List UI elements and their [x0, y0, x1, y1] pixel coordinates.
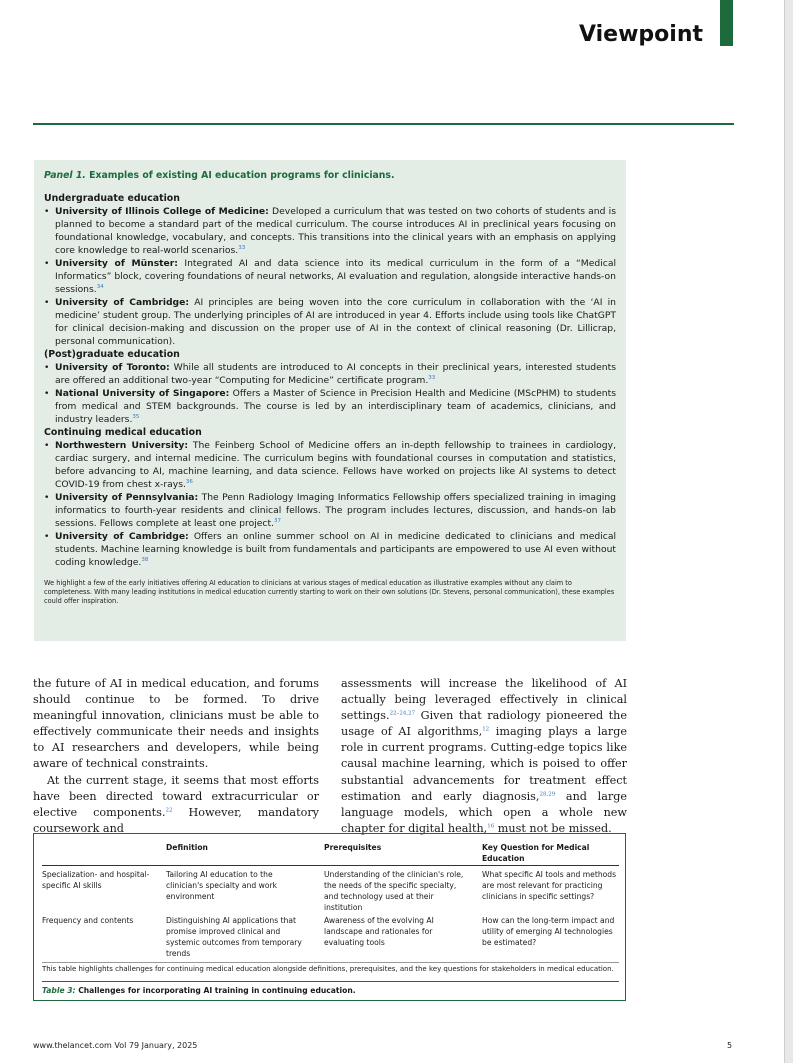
body-column-right — [341, 676, 627, 837]
institution-name: National University of Singapore: — [55, 388, 230, 399]
citation-ref: 33 — [238, 244, 246, 251]
panel-entry — [44, 296, 616, 348]
table-cell: Awareness of the evolving AI landscape and rationales for evaluating tools — [324, 916, 434, 947]
body-paragraph — [341, 676, 627, 837]
body-paragraph — [33, 773, 319, 837]
page-number: 5 — [727, 1041, 733, 1050]
citation-ref: 35 — [132, 413, 140, 420]
citation-ref: 22 — [165, 807, 173, 814]
citation-ref: 22–24,27 — [389, 710, 416, 717]
table-header-prerequisites: Prerequisites — [324, 843, 382, 852]
panel-groups — [44, 192, 616, 569]
panel-title-text: Examples of existing AI education programs for clinicians. — [89, 170, 395, 181]
entry-text: Developed a curriculum that was tested on two cohorts of students and is planned to become a standard part of the medical curriculum. The course introduces AI in preclinical years focusing on foundational knowledge, vocabulary, and concepts. This transitions into the clinical years with an emphasis on applying core knowledge to real-world scenarios. — [55, 206, 617, 256]
body-text: Given that radiology pioneered the usage of AI algorithms, — [341, 709, 627, 739]
body-paragraph: the future of AI in medical education, and forums should continue to be formed. To drive meaningful innovation, clinicians must be able to effectively communicate their needs and insights to AI researchers and developers, while being aware of technical constraints. — [33, 677, 319, 771]
institution-name: Northwestern University: — [55, 440, 189, 451]
table-row-label: Frequency and contents — [42, 916, 134, 925]
institution-name: University of Münster: — [55, 258, 178, 269]
table-cell: Distinguishing AI applications that promise improved clinical and systemic outcomes from temporary trends — [166, 916, 302, 958]
table-note-rule — [42, 962, 619, 963]
panel-group-heading: Undergraduate education — [44, 193, 180, 204]
panel-footnote: We highlight a few of the early initiatives offering AI education to clinicians at various stages of medical education as illustrative examples without any claim to completeness. With many leading institutions in medical education currently starting to work on their own solutions (Dr. Stevens, personal communication), these examples could offer inspiration. — [44, 579, 615, 605]
table-header-key-question: Key Question for Medical Education — [482, 843, 590, 863]
section-color-bar — [720, 0, 733, 46]
section-title: Viewpoint — [578, 22, 703, 47]
table-header-rule — [42, 865, 619, 866]
table-note: This table highlights challenges for continuing medical education alongside definitions, prerequisites, and the key questions for stakeholders in medical education. — [42, 965, 614, 973]
panel-entry — [44, 491, 616, 530]
header-rule — [33, 123, 734, 125]
panel-entry — [44, 387, 616, 426]
table-row-label: Specialization- and hospital- specific AI skills — [42, 870, 150, 890]
table-header-definition: Definition — [166, 843, 208, 852]
panel-entry — [44, 257, 616, 296]
panel-box — [34, 160, 626, 641]
panel-entry — [44, 361, 616, 387]
citation-ref: 38 — [141, 556, 149, 563]
citation-ref: 33 — [428, 374, 436, 381]
body-text: and large language models, which open a whole new chapter for digital health, — [341, 789, 627, 835]
body-text: However, mandatory coursework and — [33, 805, 319, 835]
entry-text: Integrated AI and data science into its medical curriculum in the form of a “Medical Informatics” block, covering foundations of neural networks, AI evaluation and regulation, alongside interactive hands-on sessions. — [55, 258, 617, 295]
citation-ref: 28,29 — [539, 790, 556, 797]
entry-text: The Feinberg School of Medicine offers an in-depth fellowship to trainees in cardiology, cardiac surgery, and internal medicine. The curriculum begins with foundational courses in computation and statistics, before advancing to AI, machine learning, and data science. Fellows have worked on projects like AI systems to detect COVID-19 from chest x-rays. — [55, 440, 616, 490]
table-caption-text: Challenges for incorporating AI training in continuing education. — [75, 986, 356, 995]
institution-name: University of Cambridge: — [55, 531, 189, 542]
institution-name: University of Illinois College of Medicine: — [55, 206, 269, 217]
entry-text: While all students are introduced to AI concepts in their preclinical years, interested students are offered an additional two-year “Computing for Medicine” certificate program. — [55, 362, 616, 386]
citation-ref: 16 — [487, 823, 495, 830]
page-edge — [784, 0, 793, 1063]
table-caption — [42, 986, 356, 995]
citation-ref: 36 — [185, 478, 193, 485]
panel-number: Panel 1. — [44, 170, 86, 181]
body-column-left — [33, 676, 319, 837]
body-text: must not be missed. — [494, 821, 612, 835]
journal-footer: www.thelancet.com Vol 79 January, 2025 — [33, 1041, 198, 1050]
panel-entry — [44, 205, 616, 257]
table-cell: Tailoring AI education to the clinician's specialty and work environment — [166, 870, 277, 901]
entry-text: Offers a Master of Science in Precision Health and Medicine (MScPHM) to students from medical and STEM backgrounds. The course is led by an interdisciplinary team of academics, clinicians, and industry leaders. — [55, 388, 616, 425]
institution-name: University of Pennsylvania: — [55, 492, 199, 503]
table-caption-number: Table 3: — [42, 986, 76, 995]
panel-entry — [44, 530, 616, 569]
institution-name: University of Toronto: — [55, 362, 170, 373]
table-cell: What specific AI tools and methods are most relevant for practicing clinicians in specific settings? — [482, 870, 617, 901]
panel-title — [44, 169, 616, 182]
entry-text: Offers an online summer school on AI in medicine dedicated to clinicians and medical students. Machine learning knowledge is built from fundamentals and participants are empowered to use AI even without coding knowledge. — [55, 531, 617, 568]
panel-entry — [44, 439, 616, 491]
panel-group-heading: (Post)graduate education — [44, 349, 180, 360]
table-caption-rule — [42, 981, 619, 982]
institution-name: University of Cambridge: — [55, 297, 190, 308]
panel-group-heading: Continuing medical education — [44, 427, 202, 438]
table-cell: How can the long-term impact and utility of emerging AI technologies be estimated? — [482, 916, 615, 947]
table-cell: Understanding of the clinician's role, the needs of the specific specialty, and technology used at their institution — [324, 870, 464, 912]
body-text: assessments will increase the likelihood of AI actually being leveraged effectively in clinical settings. — [341, 677, 627, 723]
entry-text: AI principles are being woven into the core curriculum in collaboration with the ‘AI in medicine’ student group. The underlying principles of AI are introduced in year 4. Efforts include using tools like ChatGPT for clinical decision-making and discussion on the proper use of AI in the context of clinical reasoning (Dr. Lillicrap, personal communication). — [55, 297, 616, 347]
entry-text: The Penn Radiology Imaging Informatics Fellowship offers specialized training in imaging informatics to fourth-year residents and clinical fellows. The program includes lectures, discussion, and hands-on lab sessions. Fellows complete at least one project. — [55, 492, 616, 529]
citation-ref: 34 — [96, 283, 104, 290]
table-3 — [33, 833, 626, 1001]
body-text: imaging plays a large role in current programs. Cutting-edge topics like causal machine learning, which is poised to offer substantial advancements for treatment effect estimation and early diagnosis, — [341, 725, 627, 803]
citation-ref: 12 — [482, 726, 490, 733]
body-text: At the current stage, it seems that most efforts have been directed toward extracurricular or elective components. — [33, 773, 319, 819]
citation-ref: 37 — [273, 517, 281, 524]
